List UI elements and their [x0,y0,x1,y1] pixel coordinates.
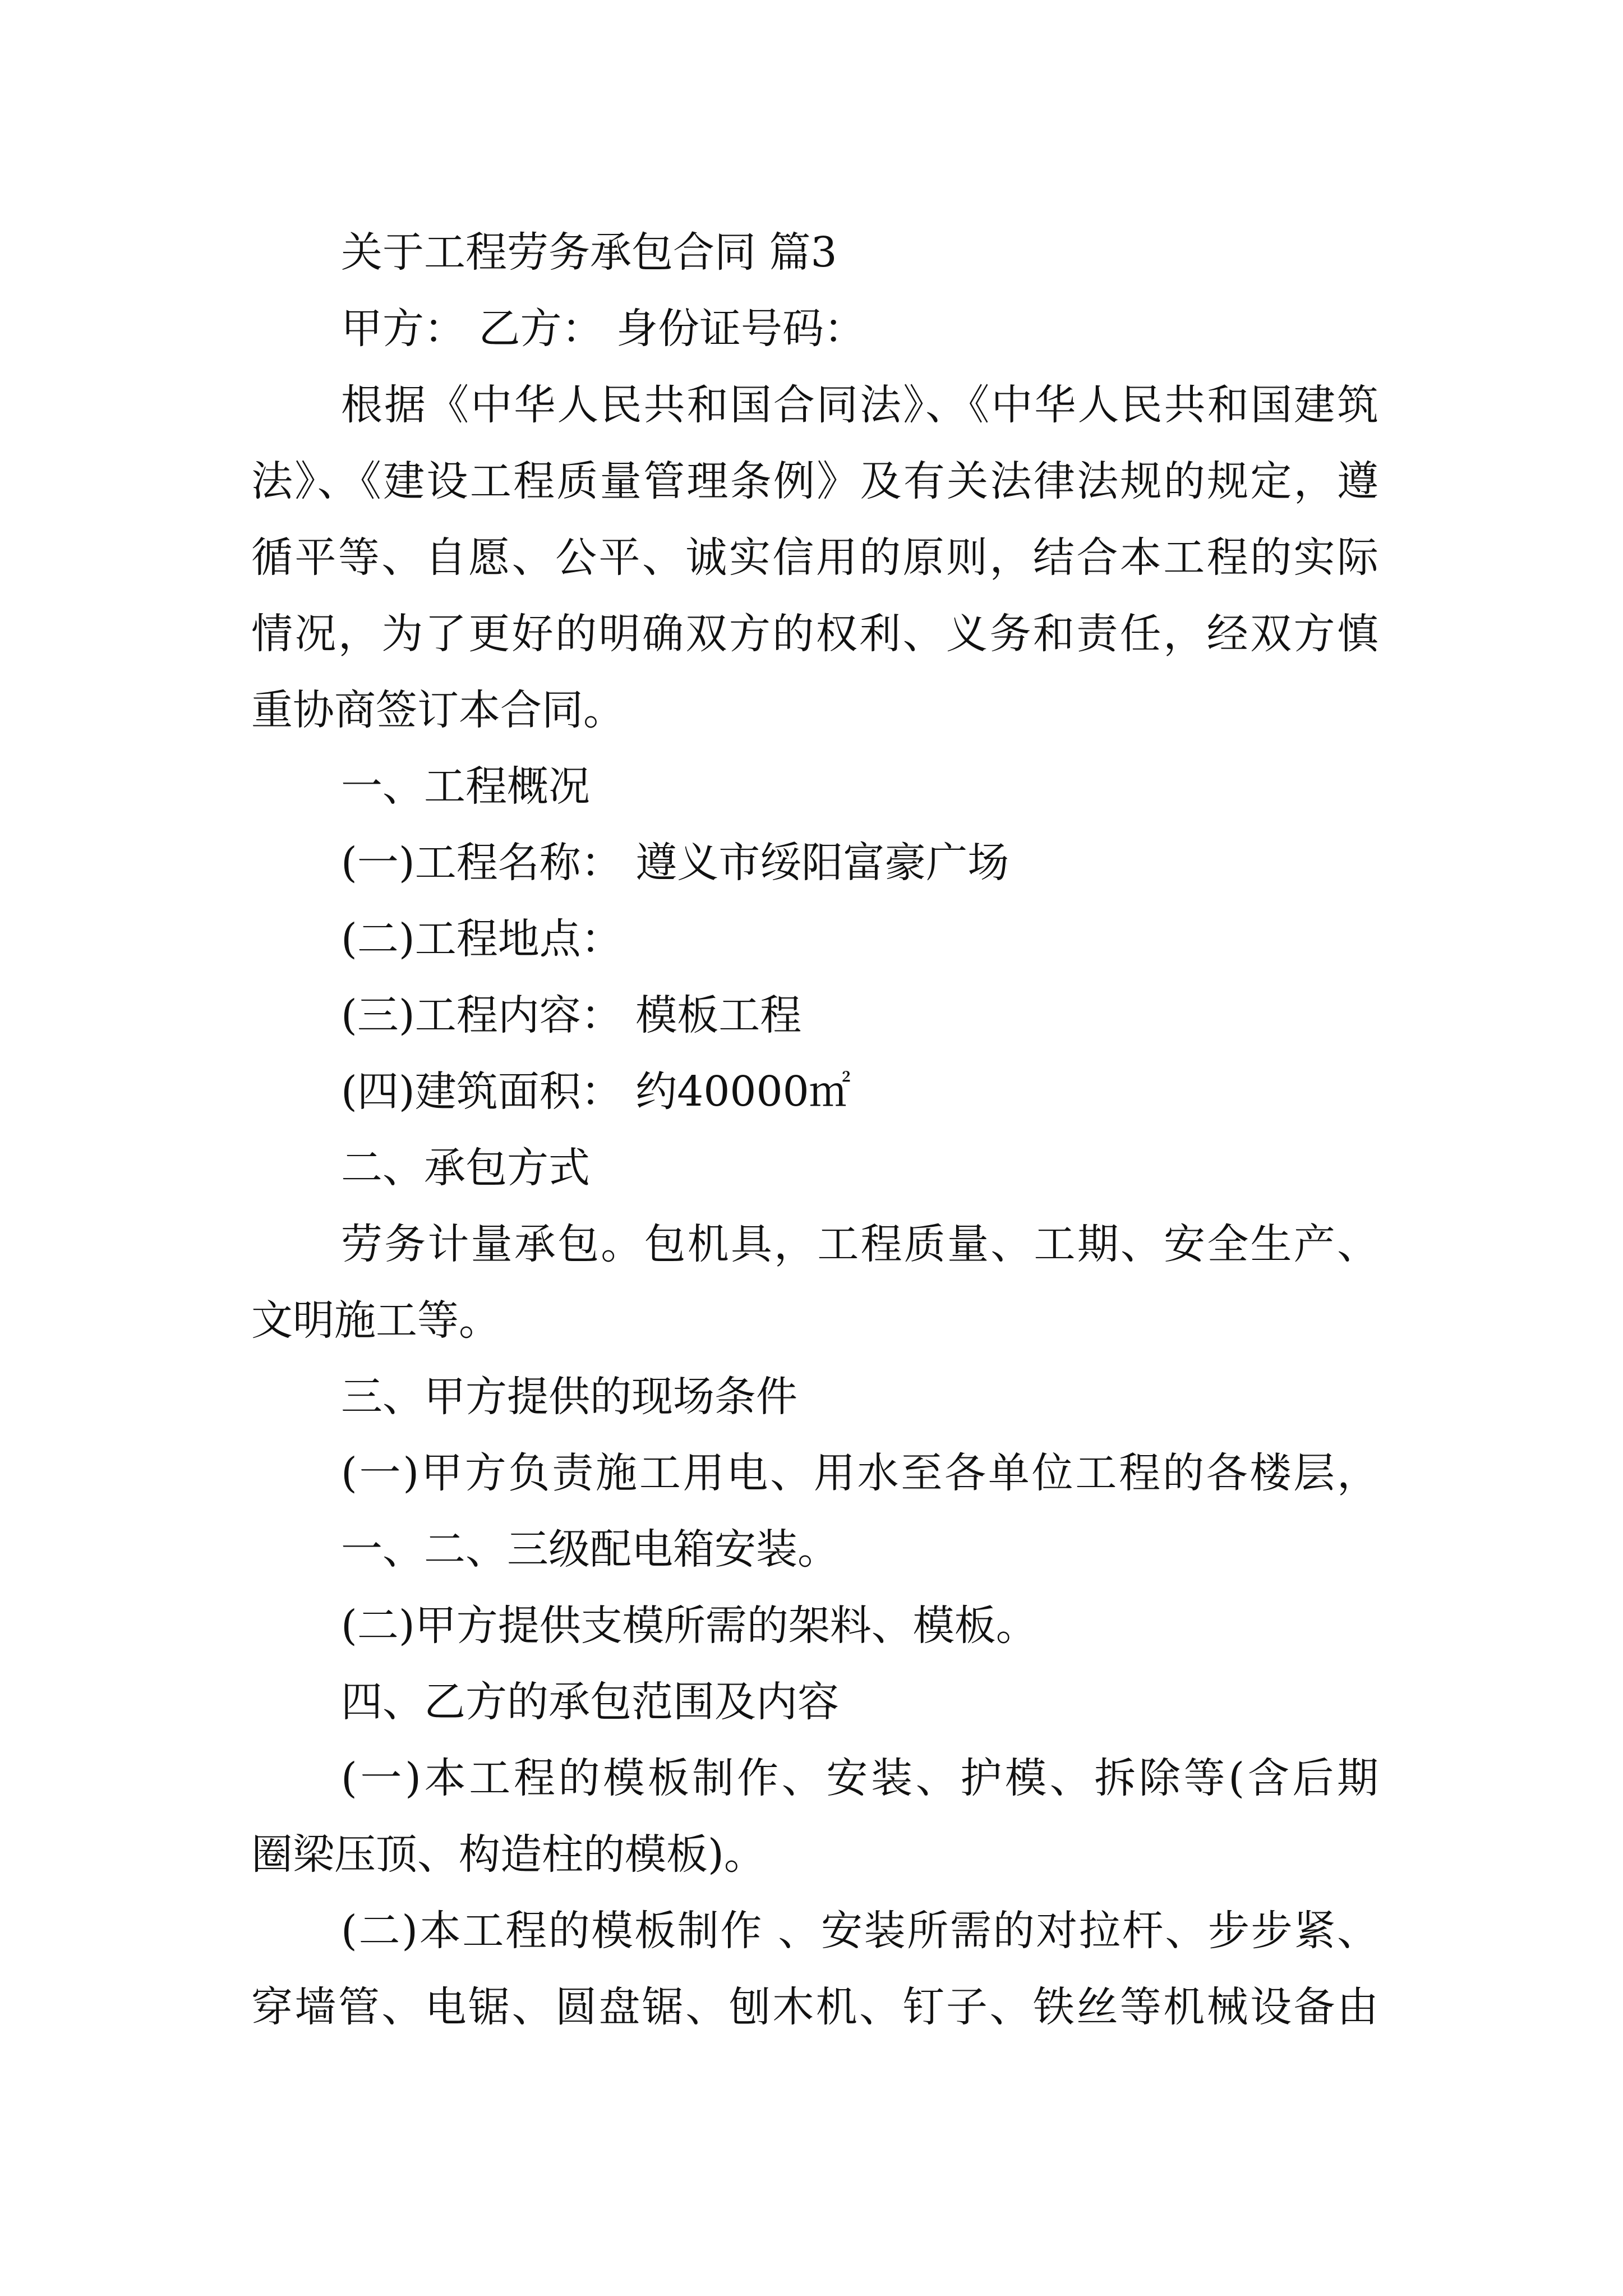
scope-item-1 [251,1740,1378,1893]
section-heading-scope: 四、乙方的承包范围及内容 [341,1678,839,1726]
project-content-item: (三)工程内容： 模板工程 [341,991,802,1039]
scope-line: (二)本工程的模板制作 、安装所需的对拉杆、步步紧、 [341,1907,1378,1955]
site-condition-item-2: (二)甲方提供支模所需的架料、模板。 [341,1602,1038,1650]
project-name-item: (一)工程名称： 遵义市绥阳富豪广场 [341,839,1009,887]
intro-line: 循平等、自愿、公平、诚实信用的原则，结合本工程的实际 [251,533,1378,582]
document-title: 关于工程劳务承包合同 篇3 [341,228,837,277]
scope-line: 圈梁压顶、构造柱的模板)。 [251,1830,766,1879]
contract-method-line: 文明施工等。 [251,1296,500,1345]
section-heading-site-conditions: 三、甲方提供的现场条件 [341,1373,797,1421]
intro-line: 法》、《建设工程质量管理条例》及有关法律法规的规定，遵 [251,457,1378,505]
site-condition-item-1 [251,1435,1378,1588]
project-location-item: (二)工程地点： [341,915,623,963]
scope-line: 穿墙管、电锯、圆盘锯、刨木机、钉子、铁丝等机械设备由 [251,1983,1378,2031]
intro-line: 根据《中华人民共和国合同法》、《中华人民共和国建筑 [341,381,1378,429]
contract-method-paragraph [251,1206,1378,1359]
section-heading-contract-method: 二、承包方式 [341,1144,590,1192]
section-heading-project-overview: 一、工程概况 [341,762,590,811]
scope-line: (一)本工程的模板制作、安装、护模、拆除等(含后期 [341,1754,1378,1802]
site-condition-line: 一、二、三级配电箱安装。 [341,1525,839,1573]
site-condition-line: (一)甲方负责施工用电、用水至各单位工程的各楼层， [341,1449,1378,1497]
scope-item-2 [251,1893,1378,2045]
document-body [251,214,1378,2045]
intro-paragraph [251,367,1378,748]
building-area-item: (四)建筑面积： 约40000㎡ [341,1068,851,1116]
contract-method-line: 劳务计量承包。包机具，工程质量、工期、安全生产、 [341,1220,1378,1268]
intro-line: 情况，为了更好的明确双方的权利、义务和责任，经双方慎 [251,610,1378,658]
intro-line: 重协商签订本合同。 [251,686,625,734]
parties-line: 甲方： 乙方： 身份证号码： [341,305,866,353]
